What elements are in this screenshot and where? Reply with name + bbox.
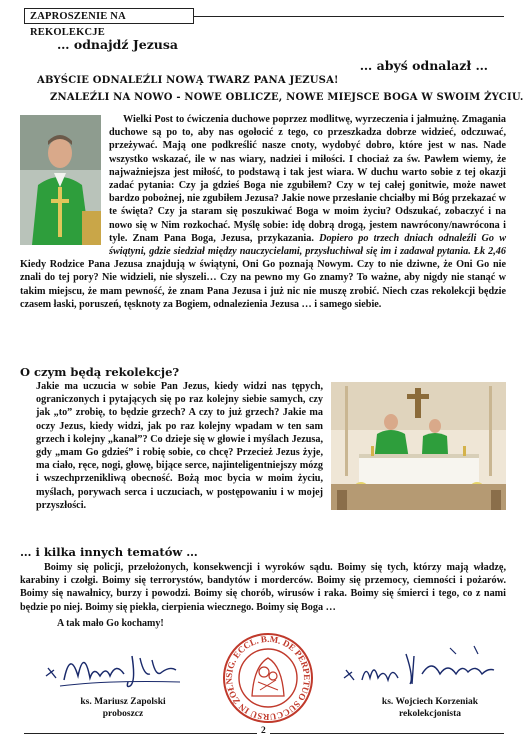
intro-text-start: Wielki Post to ćwiczenia duchowe poprzez modlitwę, wyrzeczenia i jałmużnę. Zmagania duchowe są po to, aby nas ogołocić z tego, co przeszkadza dobrze widzieć, odczuwać, przeżywać. Mają one podkreślić nasze cnoty, wydobyć dobro, które jest w nas. Nade wszystko wskazać, ile w nas wiary, nadziei i miłości. I chociaż za św. Pawłem wiemy, że najważniejsza jest miłość, to podstawą i tak jest wiara. W duchu warto sobie z tej okazji zadać pytania: Czy ja gdzieś Boga nie zgubiłem? Czy w tej całej gonitwie, może nawet bardzo pobożnej, nie zgubiłem Jezusa? Jakie nowe przesłanie chciałby mi Bóg przekazać w te święta? Czy ja staram się poszukiwać Boga w moim życiu? Odszukać, zobaczyć i na nowo się w Nim rozkochać. Myślę sobie: idę dobrą drogą, jestem nawrócony/nawrócona i tyle. Znam Pana Boga, Jezusa, przykazania. bbox=[109, 114, 506, 244]
intro-paragraph bbox=[20, 113, 506, 311]
section-title-box: ZAPROSZENIE NA REKOLEKCJE bbox=[24, 8, 194, 24]
section-topics-paragraph bbox=[36, 380, 506, 514]
section-other-text: Boimy się policji, przełożonych, konsekwencji i wyroków sądu. Boimy się tych, którzy mają władzę, karabiny i czołgi. Boimy się terrorystów, bandytów i morderców. Boimy się przemocy, ciemności i pożarów. Boimy się nawałnicy, burzy i powodzi. Boimy się chorób, wirusów i raka. Boimy się śmierci i tego, co z nami będzie po niej. Boimy się piekła, cierpienia wiecznego. Boimy się Boga … bbox=[20, 562, 506, 613]
priest-portrait-photo bbox=[20, 115, 101, 245]
signer-1-role: proboszcz bbox=[102, 709, 144, 719]
header-rule bbox=[194, 16, 504, 17]
seal-text: SIG. ECCL. B.M. DE PERPETUO SUCCURSU IN ŻOŁN bbox=[223, 633, 313, 723]
signer-1-block bbox=[58, 696, 188, 720]
section-topics-text: Jakie ma uczucia w sobie Pan Jezus, kiedy widzi nas tępych, ograniczonych i pytających się po raz kolejny siebie samych, czy jak „to” zrobię, to będzie grzech? A czy to już grzech? Jakie ma oczy Jezus, kiedy widzi, jak po raz kolejny wpadam w ten sam grzech i kolejny „kanał”? Co dzieje się w głowie i myślach Jezusa, gdy „mam Go gdzieś” i robię sobie, co chcę? Przecież Jezus żyje, ma ciało, ręce, nogi, głowę, bijące serce, najinteligentniejszy mózg i wszechprzenikliwą obecność. Bożą moc bycia w moim życiu, myślach, porywach serca i uczuciach, w postępowaniu i w mojej przyszłości. bbox=[36, 381, 323, 511]
scripture-quote: Dopiero po trzech dniach odnaleźli Go w świątyni, gdzie siedział między nauczycielami, przysłuchiwał się im i zadawał pytania. Łk 2,46 bbox=[109, 232, 506, 258]
section-heading-topics: O czym będą rekolekcje? bbox=[20, 365, 180, 379]
signer-1-name: ks. Mariusz Zapolski bbox=[80, 697, 166, 707]
signer-2-name: ks. Wojciech Korzeniak bbox=[381, 697, 479, 707]
signer-2-role: rekolekcjonista bbox=[398, 709, 462, 719]
callout-line-1: ABYŚCIE ODNALEŹLI NOWĄ TWARZ PANA JEZUSA! bbox=[37, 75, 339, 86]
section-heading-other: … i kilka innych tematów … bbox=[20, 545, 198, 559]
heading-found: … abyś odnalazł … bbox=[359, 58, 488, 73]
callout-line-2: ZNALEŹLI NA NOWO - NOWE OBLICZE, NOWE MIEJSCE BOGA W SWOIM ŻYCIU. bbox=[50, 92, 524, 103]
parish-seal-stamp bbox=[222, 632, 314, 728]
closing-line: A tak mało Go kochamy! bbox=[57, 618, 164, 629]
heading-find: … odnajdź Jezusa bbox=[57, 37, 179, 52]
signature-korzeniak bbox=[340, 638, 500, 698]
signer-2-block bbox=[355, 696, 505, 720]
section-other-paragraph bbox=[20, 561, 506, 614]
page-number: 2 bbox=[257, 726, 270, 736]
signature-zapolski bbox=[40, 636, 190, 698]
intro-text-end: Kiedy Rodzice Pana Jezusa znajdują w świątyni, Oni Go poznają Nowym. Czy to nie dziwne, że Oni Go nie znali do tej pory? Nie widzieli, nie słyszeli… Czy na pewno my Go znamy? To ważne, aby nigdy nie stanąć w takim miejscu, że mam pewność, że znam Pana Jezusa i już nic nie muszę zrobić. Niech czas rekolekcji będzie czasem łaski, poruszeń, tęsknoty za Bogiem, odnalezienia Jezusa … i samego siebie. bbox=[20, 259, 506, 310]
altar-celebration-photo bbox=[331, 382, 506, 510]
